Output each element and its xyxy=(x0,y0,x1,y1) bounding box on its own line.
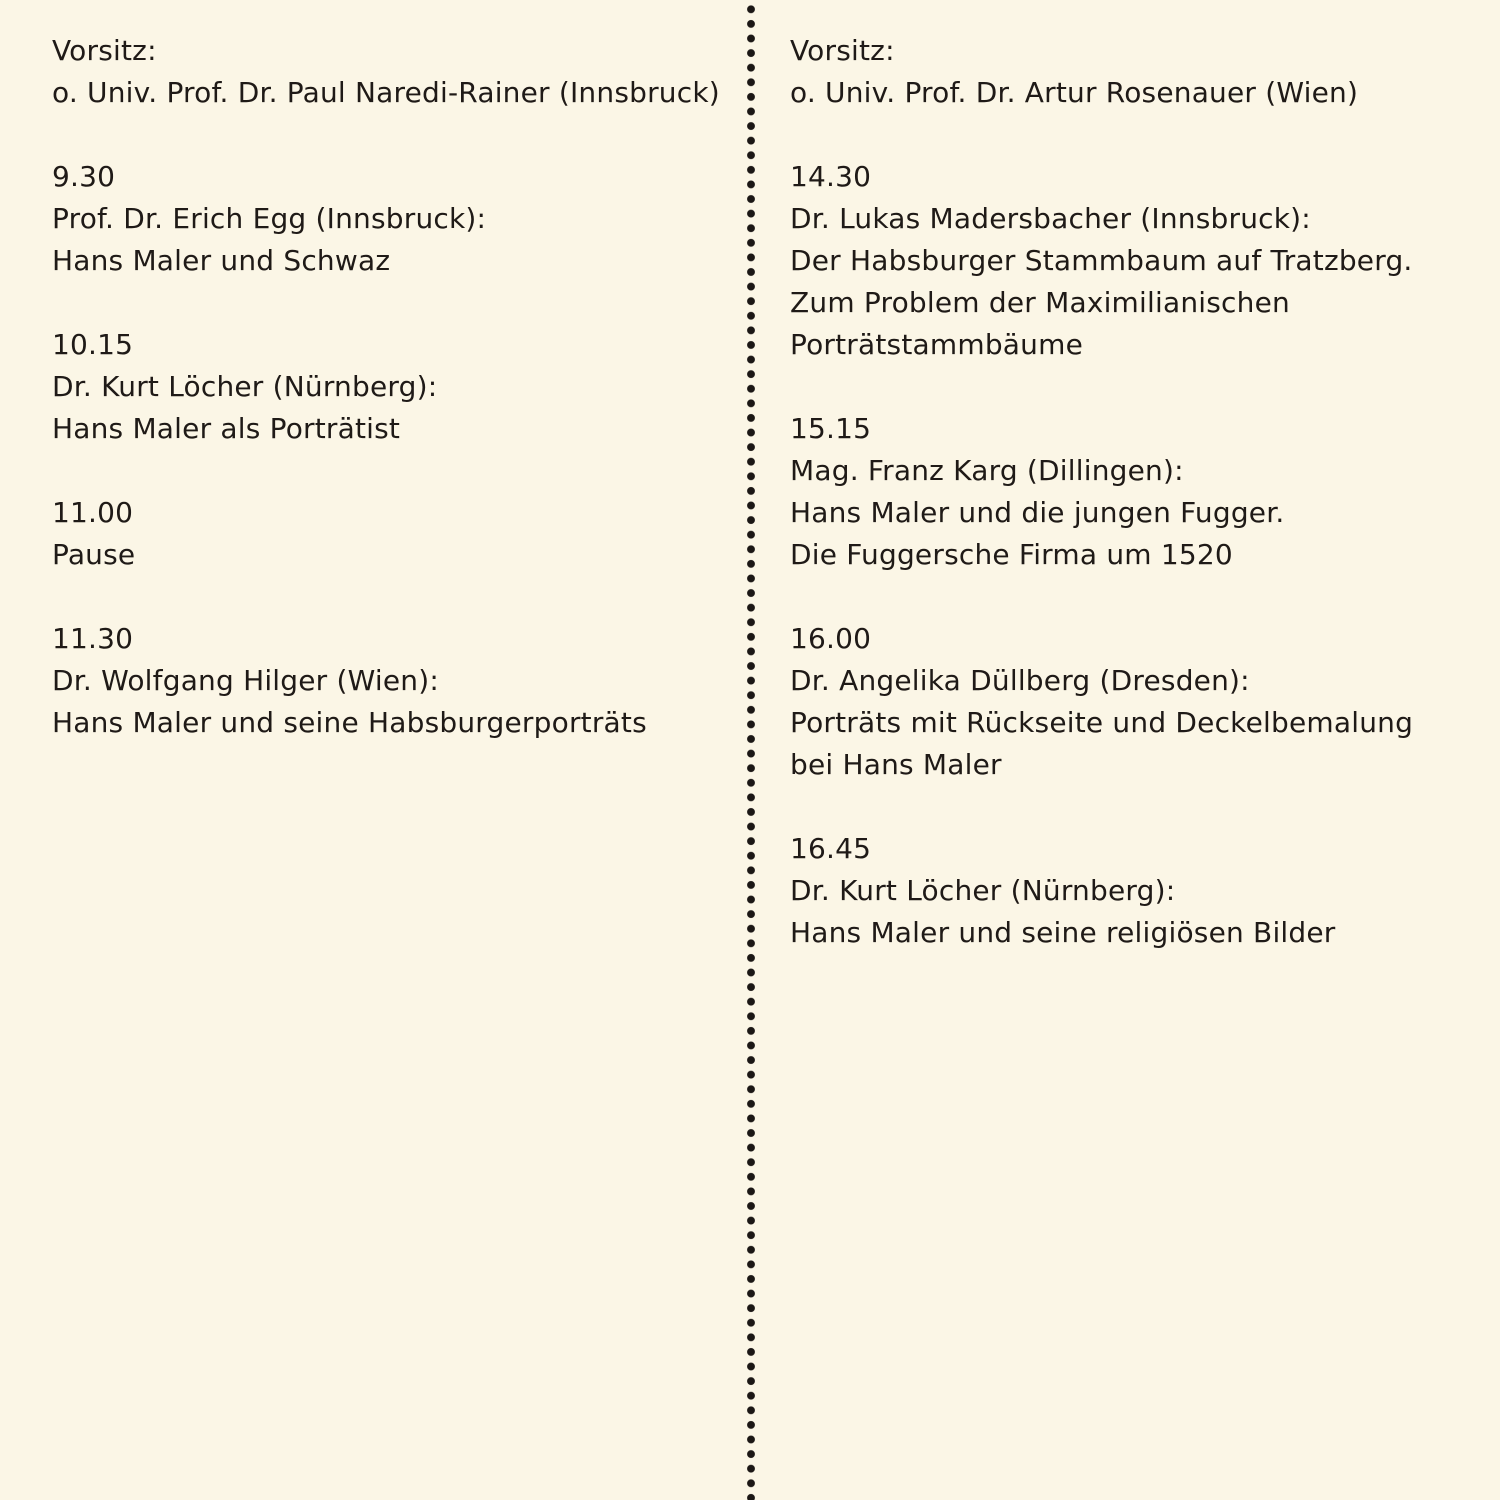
talk-item xyxy=(790,618,1480,786)
talk-title: Die Fuggersche Firma um 1520 xyxy=(790,538,1233,571)
break-time: 11.00 xyxy=(52,496,134,529)
talk-speaker: Prof. Dr. Erich Egg (Innsbruck): xyxy=(52,202,487,235)
talk-title: Zum Problem der Maximilianischen xyxy=(790,286,1290,319)
talk-item xyxy=(790,828,1480,954)
talk-title: Porträts mit Rückseite und Deckelbemalung xyxy=(790,706,1414,739)
break-item xyxy=(52,492,722,576)
talk-title: Hans Maler als Porträtist xyxy=(52,412,401,445)
chair-label: Vorsitz: xyxy=(52,34,157,67)
break-label: Pause xyxy=(52,538,136,571)
talk-time: 15.15 xyxy=(790,412,872,445)
talk-title: Hans Maler und die jungen Fugger. xyxy=(790,496,1285,529)
talk-title: Hans Maler und seine religiösen Bilder xyxy=(790,916,1336,949)
talk-speaker: Dr. Kurt Löcher (Nürnberg): xyxy=(52,370,438,403)
chair-name: o. Univ. Prof. Dr. Paul Naredi-Rainer (Innsbruck) xyxy=(52,76,720,109)
chair-label: Vorsitz: xyxy=(790,34,895,67)
left-program-column xyxy=(52,30,722,786)
talk-time: 10.15 xyxy=(52,328,134,361)
chair-block xyxy=(52,30,722,114)
perforation-divider xyxy=(745,0,757,1500)
talk-time: 9.30 xyxy=(52,160,116,193)
talk-item xyxy=(52,618,722,744)
talk-speaker: Dr. Kurt Löcher (Nürnberg): xyxy=(790,874,1176,907)
talk-item xyxy=(790,156,1480,366)
talk-speaker: Mag. Franz Karg (Dillingen): xyxy=(790,454,1184,487)
talk-time: 14.30 xyxy=(790,160,872,193)
talk-title: bei Hans Maler xyxy=(790,748,1002,781)
right-program-column xyxy=(790,30,1480,996)
talk-title: Hans Maler und seine Habsburgerporträts xyxy=(52,706,647,739)
talk-time: 11.30 xyxy=(52,622,134,655)
talk-item xyxy=(52,324,722,450)
talk-item xyxy=(52,156,722,282)
talk-speaker: Dr. Angelika Düllberg (Dresden): xyxy=(790,664,1250,697)
chair-block xyxy=(790,30,1480,114)
talk-title: Hans Maler und Schwaz xyxy=(52,244,391,277)
talk-title: Porträtstammbäume xyxy=(790,328,1084,361)
chair-name: o. Univ. Prof. Dr. Artur Rosenauer (Wien) xyxy=(790,76,1359,109)
talk-item xyxy=(790,408,1480,576)
talk-title: Der Habsburger Stammbaum auf Tratzberg. xyxy=(790,244,1413,277)
talk-speaker: Dr. Wolfgang Hilger (Wien): xyxy=(52,664,439,697)
talk-time: 16.45 xyxy=(790,832,872,865)
talk-time: 16.00 xyxy=(790,622,872,655)
talk-speaker: Dr. Lukas Madersbacher (Innsbruck): xyxy=(790,202,1311,235)
